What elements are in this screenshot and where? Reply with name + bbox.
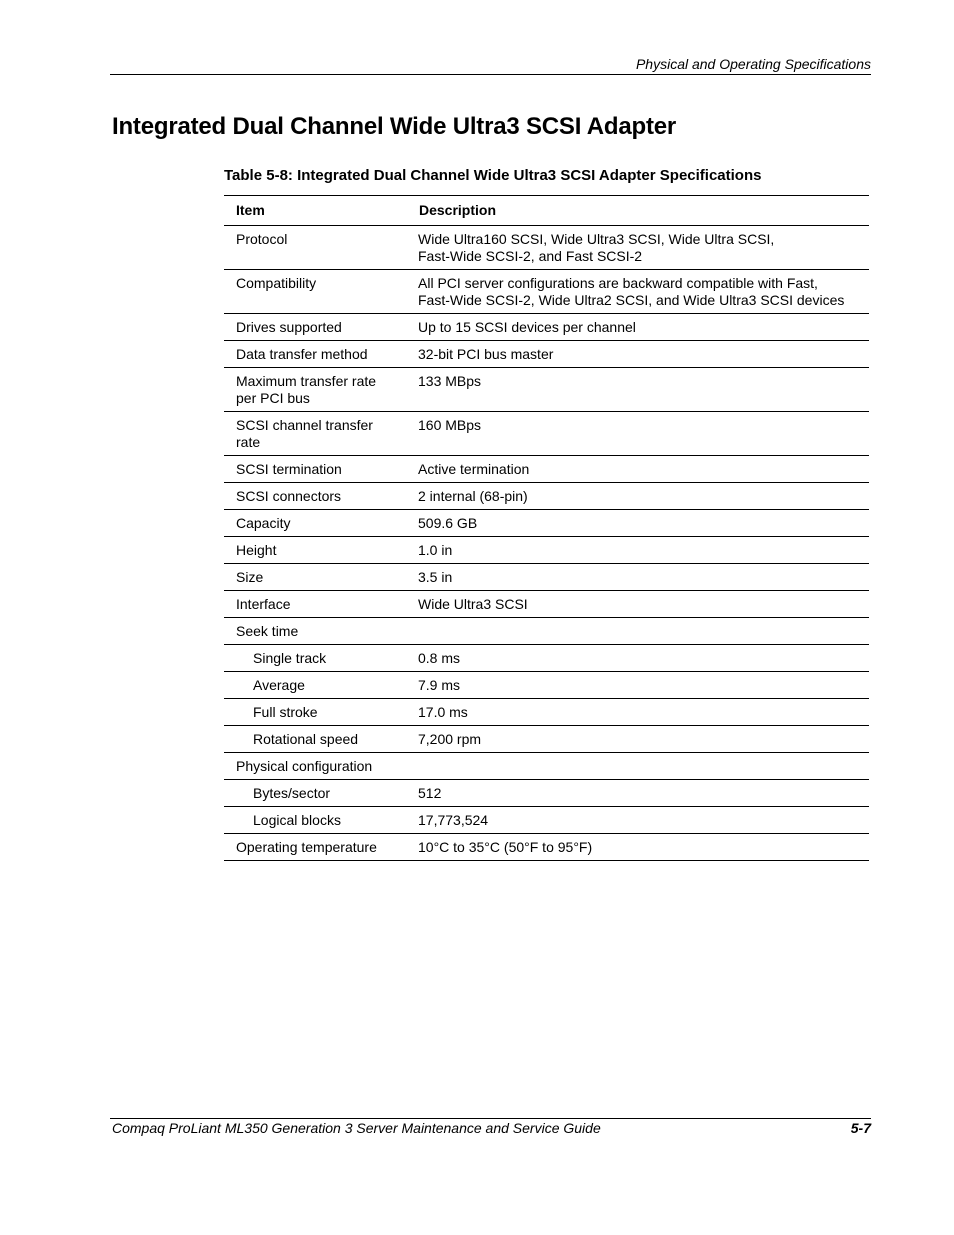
table-row	[224, 726, 869, 753]
description-cell	[407, 753, 869, 780]
description-cell: Up to 15 SCSI devices per channel	[407, 314, 869, 341]
item-cell: Data transfer method	[224, 341, 407, 368]
column-header-description: Description	[407, 196, 869, 226]
item-cell: Seek time	[224, 618, 407, 645]
table-row	[224, 341, 869, 368]
table-row	[224, 780, 869, 807]
description-cell: 3.5 in	[407, 564, 869, 591]
description-cell: 133 MBps	[407, 368, 869, 412]
item-cell: Operating temperature	[224, 834, 407, 861]
table-row	[224, 807, 869, 834]
table-row	[224, 456, 869, 483]
column-header-item: Item	[224, 196, 407, 226]
description-cell: 7,200 rpm	[407, 726, 869, 753]
table-row	[224, 699, 869, 726]
description-cell: 509.6 GB	[407, 510, 869, 537]
table-row	[224, 412, 869, 456]
description-cell: 2 internal (68-pin)	[407, 483, 869, 510]
description-cell: 32-bit PCI bus master	[407, 341, 869, 368]
table-row	[224, 618, 869, 645]
table-header-row	[224, 196, 869, 226]
item-cell: Height	[224, 537, 407, 564]
description-cell: 0.8 ms	[407, 645, 869, 672]
description-cell: Wide Ultra3 SCSI	[407, 591, 869, 618]
item-cell: Single track	[224, 645, 407, 672]
item-cell: SCSI termination	[224, 456, 407, 483]
description-cell: 7.9 ms	[407, 672, 869, 699]
table-row	[224, 537, 869, 564]
item-cell: SCSI channel transfer rate	[224, 412, 407, 456]
description-cell: All PCI server configurations are backward compatible with Fast, Fast-Wide SCSI-2, Wide Ultra2 SCSI, and Wide Ultra3 SCSI devices	[407, 270, 869, 314]
table-row	[224, 753, 869, 780]
header-rule	[110, 74, 871, 75]
running-header: Physical and Operating Specifications	[635, 56, 871, 72]
item-cell: Drives supported	[224, 314, 407, 341]
item-cell: Maximum transfer rate per PCI bus	[224, 368, 407, 412]
table-row	[224, 510, 869, 537]
item-cell: Size	[224, 564, 407, 591]
table-row	[224, 270, 869, 314]
table-row	[224, 314, 869, 341]
spec-table	[224, 195, 869, 861]
description-cell: 160 MBps	[407, 412, 869, 456]
item-cell: Physical configuration	[224, 753, 407, 780]
section-title: Integrated Dual Channel Wide Ultra3 SCSI Adapter	[112, 113, 677, 140]
table-row	[224, 564, 869, 591]
item-cell: Protocol	[224, 226, 407, 270]
description-cell: 17.0 ms	[407, 699, 869, 726]
table-row	[224, 591, 869, 618]
description-cell: Active termination	[407, 456, 869, 483]
item-cell: Logical blocks	[224, 807, 407, 834]
item-cell: Compatibility	[224, 270, 407, 314]
table-row	[224, 834, 869, 861]
table-row	[224, 645, 869, 672]
table-row	[224, 226, 869, 270]
description-cell: Wide Ultra160 SCSI, Wide Ultra3 SCSI, Wide Ultra SCSI, Fast-Wide SCSI-2, and Fast SCSI-2	[407, 226, 869, 270]
table-row	[224, 483, 869, 510]
item-cell: Rotational speed	[224, 726, 407, 753]
footer-guide-title: Compaq ProLiant ML350 Generation 3 Server Maintenance and Service Guide	[112, 1120, 601, 1136]
item-cell: Full stroke	[224, 699, 407, 726]
item-cell: Average	[224, 672, 407, 699]
item-cell: Interface	[224, 591, 407, 618]
description-cell: 17,773,524	[407, 807, 869, 834]
description-cell: 512	[407, 780, 869, 807]
description-cell: 1.0 in	[407, 537, 869, 564]
table-caption: Table 5-8: Integrated Dual Channel Wide Ultra3 SCSI Adapter Specifications	[224, 167, 762, 184]
item-cell: SCSI connectors	[224, 483, 407, 510]
table-row	[224, 672, 869, 699]
footer-page-number: 5-7	[850, 1120, 871, 1136]
item-cell: Capacity	[224, 510, 407, 537]
description-cell	[407, 618, 869, 645]
table-row	[224, 368, 869, 412]
description-cell: 10°C to 35°C (50°F to 95°F)	[407, 834, 869, 861]
item-cell: Bytes/sector	[224, 780, 407, 807]
